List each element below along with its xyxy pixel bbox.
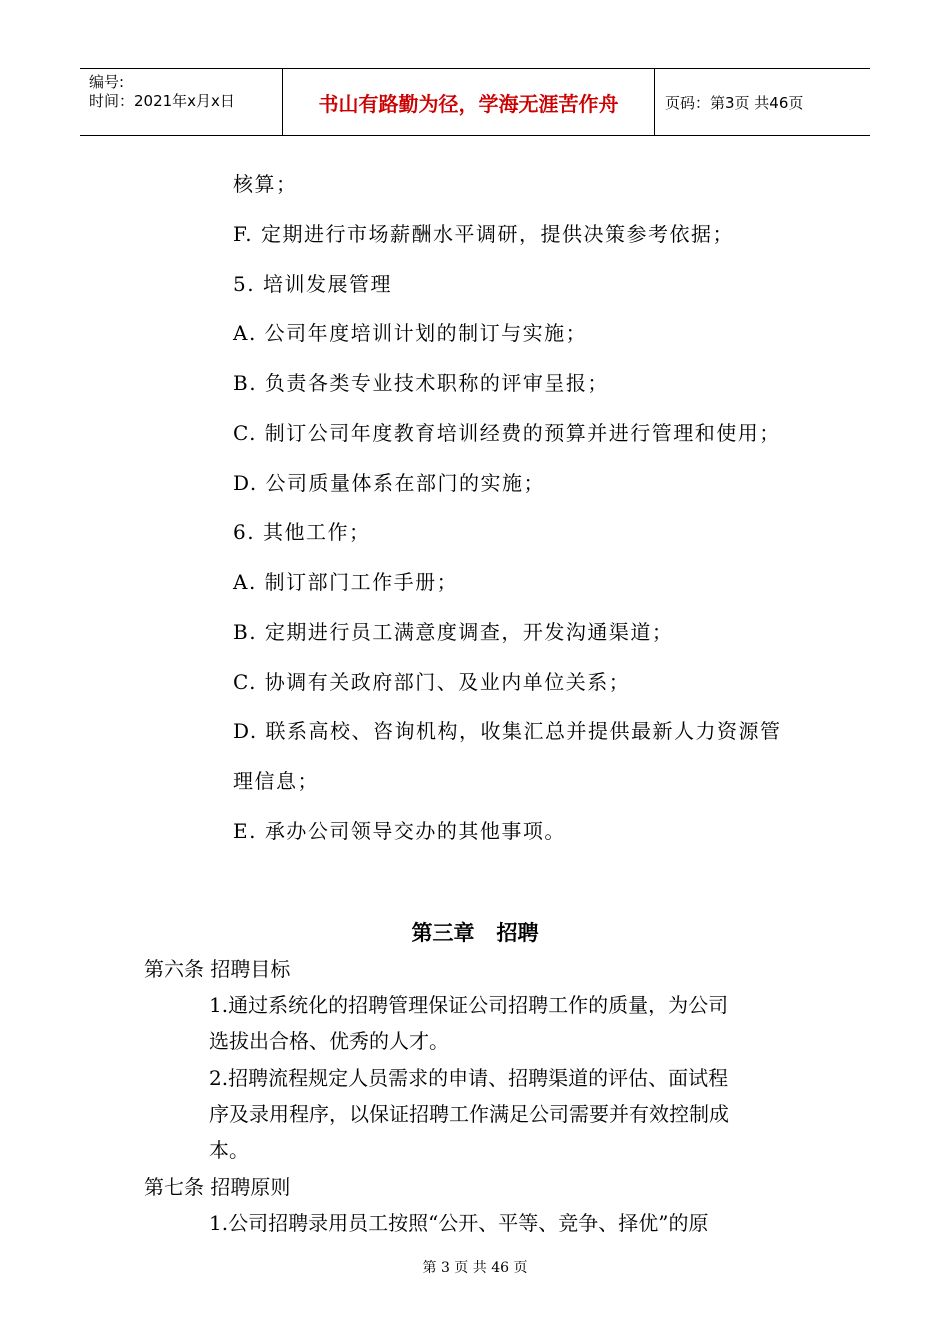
duty-line: 核算； xyxy=(233,172,298,196)
duty-line: C. 协调有关政府部门、及业内单位关系； xyxy=(233,670,631,694)
header-page-info: 页码：第3页 共46页 xyxy=(665,93,804,112)
article-paragraph-line: 1.公司招聘录用员工按照“公开、平等、竞争、择优”的原 xyxy=(209,1211,709,1235)
duty-line: D. 公司质量体系在部门的实施； xyxy=(233,471,546,495)
article-paragraph-line: 2.招聘流程规定人员需求的申请、招聘渠道的评估、面试程 xyxy=(209,1066,729,1090)
duty-line: C. 制订公司年度教育培训经费的预算并进行管理和使用； xyxy=(233,421,781,445)
duty-line: B. 负责各类专业技术职称的评审呈报； xyxy=(233,371,609,395)
duty-line: E. 承办公司领导交办的其他事项。 xyxy=(233,819,566,843)
duty-line: B. 定期进行员工满意度调查，开发沟通渠道； xyxy=(233,620,674,644)
article-paragraph-line: 序及录用程序，以保证招聘工作满足公司需要并有效控制成 xyxy=(209,1102,729,1126)
article-paragraph-line: 1.通过系统化的招聘管理保证公司招聘工作的质量，为公司 xyxy=(209,993,729,1017)
duty-line: A. 公司年度培训计划的制订与实施； xyxy=(233,321,588,345)
chapter-title: 第三章 招聘 xyxy=(411,921,539,945)
duty-line: 理信息； xyxy=(233,769,319,793)
duty-line: D. 联系高校、咨询机构，收集汇总并提供最新人力资源管 xyxy=(233,719,782,743)
article-paragraph-line: 选拔出合格、优秀的人才。 xyxy=(209,1029,449,1053)
time-label: 时间：2021年x月x日 xyxy=(89,92,235,110)
duty-line: 5. 培训发展管理 xyxy=(233,272,392,296)
header-meta-cell xyxy=(80,69,283,135)
page-footer: 第 3 页 共 46 页 xyxy=(422,1260,528,1276)
document-header xyxy=(80,68,870,136)
duty-line: 6. 其他工作； xyxy=(233,520,371,544)
header-motto: 书山有路勤为径，学海无涯苦作舟 xyxy=(283,69,655,135)
duty-line: A. 制订部门工作手册； xyxy=(233,570,459,594)
article-heading: 第六条 招聘目标 xyxy=(144,957,291,981)
article-paragraph-line: 本。 xyxy=(209,1138,249,1162)
number-label: 编号: xyxy=(89,73,125,91)
article-heading: 第七条 招聘原则 xyxy=(144,1175,291,1199)
duty-line: F. 定期进行市场薪酬水平调研，提供决策参考依据； xyxy=(233,222,734,246)
